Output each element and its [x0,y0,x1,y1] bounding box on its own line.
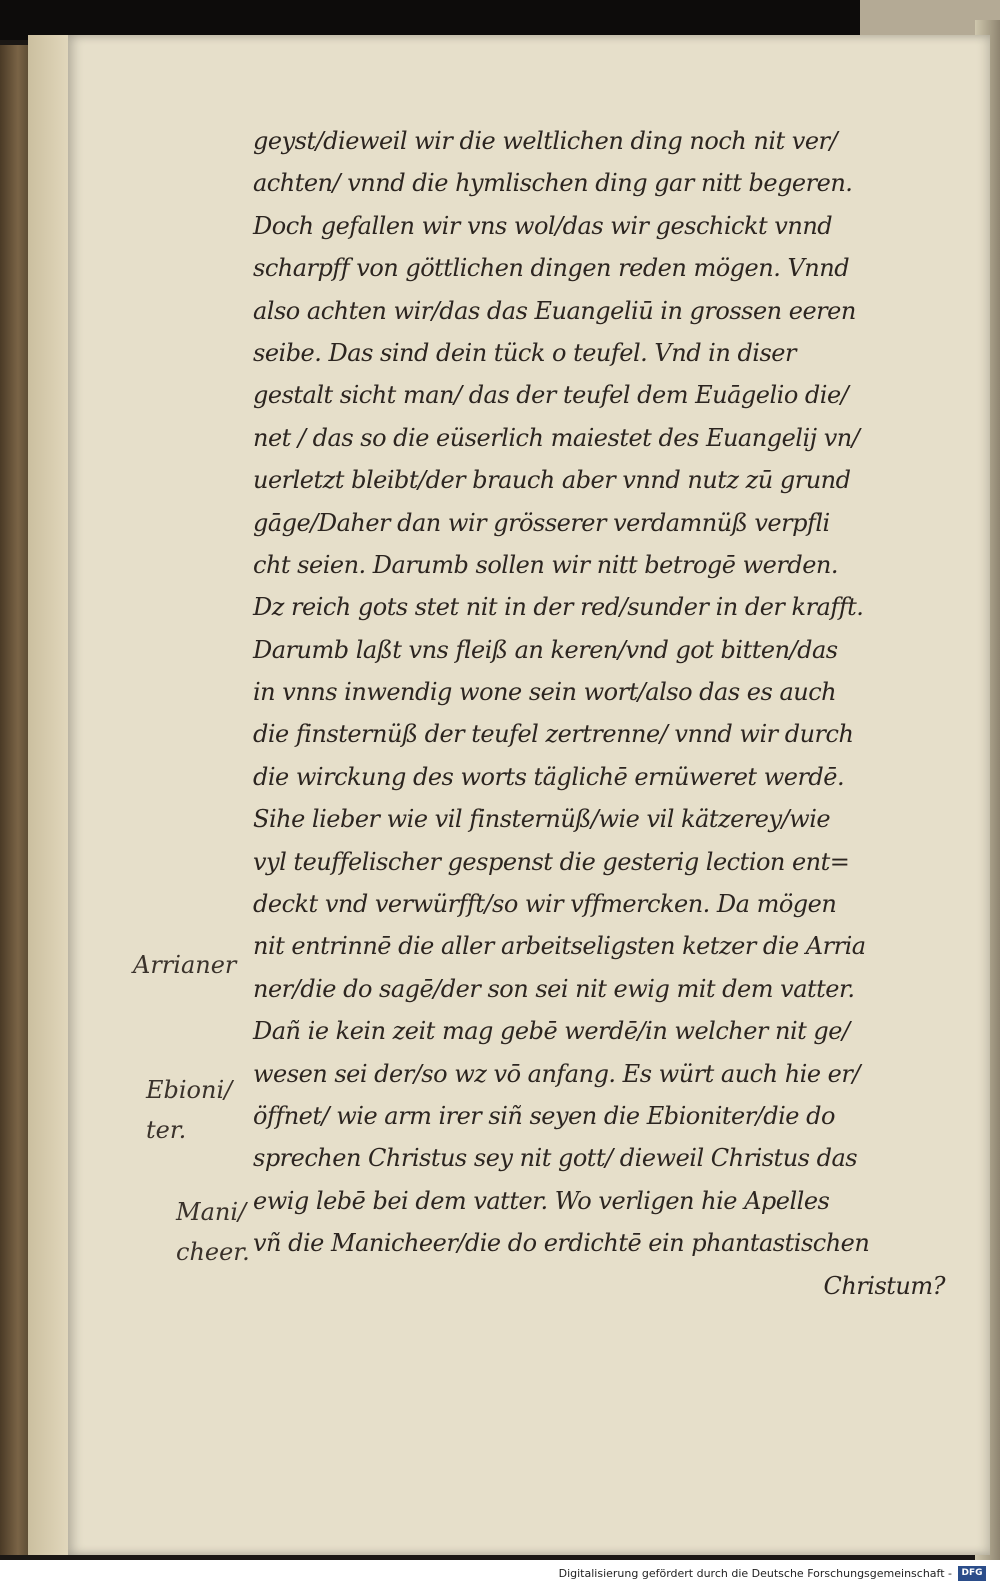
catchword: Christum? [823,1271,945,1300]
text-line: Doch gefallen wir vns wol/das wir geschickt vnnd [253,211,833,240]
text-line: deckt vnd verwürfft/so wir vffmercken. Da mögen [253,890,837,919]
text-line: die finsternüß der teufel zertrenne/ vnnd wir durch [253,720,854,749]
marginal-note-manicheer: Mani/ cheer. [176,1198,250,1266]
text-line: in vnns inwendig wone sein wort/also das es auch [253,678,837,707]
text-line: uerletzt bleibt/der brauch aber vnnd nutz zū grund [253,466,851,495]
text-line: achten/ vnnd die hymlischen ding gar nitt begeren. [253,169,853,198]
text-line: gestalt sicht man/ das der teufel dem Euāgelio die/ [253,381,849,410]
text-line: die wirckung des worts täglichē ernüweret werdē. [253,762,845,791]
text-line: cht seien. Darumb sollen wir nitt betrogē werden. [253,550,838,579]
text-line: seibe. Das sind dein tück o teufel. Vnd in diser [253,338,796,367]
body-text [253,120,953,1307]
text-line: ner/die do sagē/der son sei nit ewig mit dem vatter. [253,974,855,1003]
footer-bar [0,1560,1000,1589]
text-line: vyl teuffelischer gespenst die gesterig lection ent= [253,847,850,876]
text-line: Dz reich gots stet nit in der red/sunder in der krafft. [253,593,864,622]
text-line: ewig lebē bei dem vatter. Wo verligen hie Apelles [253,1186,830,1215]
text-line: also achten wir/das das Euangeliū in grossen eeren [253,296,856,325]
text-line: net / das so die eüserlich maiestet des Euangelij vn/ [253,423,860,452]
text-line: Dañ ie kein zeit mag gebē werdē/in welcher nit ge/ [253,1017,850,1046]
text-line: öffnet/ wie arm irer siñ seyen die Ebioniter/die do [253,1101,835,1130]
text-line: wesen sei der/so wz vō anfang. Es würt auch hie er/ [253,1059,860,1088]
marginal-note-ebioniter: Ebioni/ ter. [146,1076,233,1144]
text-line: vñ die Manicheer/die do erdichtē ein phantastischen [253,1229,870,1258]
text-line: geyst/dieweil wir die weltlichen ding noch nit ver/ [253,127,838,155]
marginal-note-arrianer: Arrianer [133,951,237,979]
text-line: scharpff von göttlichen dingen reden mögen. Vnnd [253,254,850,283]
funding-notice: Digitalisierung gefördert durch die Deutsche Forschungsgemeinschaft - [558,1567,952,1580]
text-line: Sihe lieber wie vil finsternüß/wie vil kätzerey/wie [253,805,831,834]
text-line: gāge/Daher dan wir grösserer verdamnüß verpfli [253,508,830,537]
book-page-stack [28,35,70,1555]
text-line: sprechen Christus sey nit gott/ dieweil Christus das [253,1144,858,1173]
dfg-logo: DFG [958,1566,986,1581]
book-spine-edge [0,45,30,1555]
text-line: nit entrinnē die aller arbeitseligsten ketzer die Arria [253,932,866,961]
scan-background-top [0,0,1000,40]
text-line: Darumb laßt vns fleiß an keren/vnd got bitten/das [253,635,838,664]
